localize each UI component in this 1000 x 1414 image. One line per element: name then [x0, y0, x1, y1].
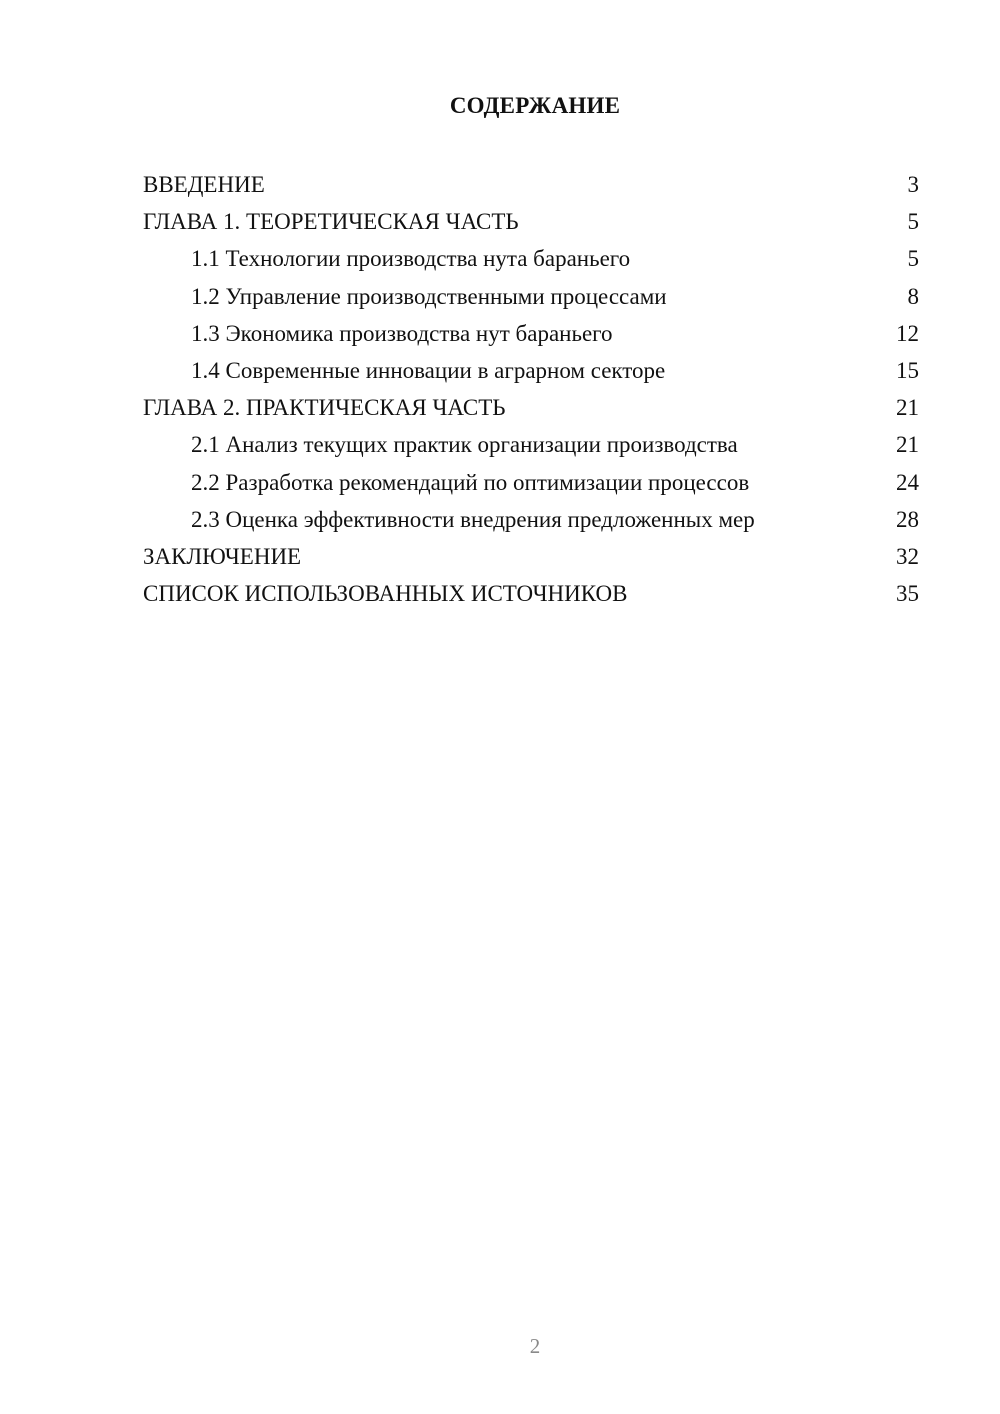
toc-entry-page: 8: [907, 283, 919, 309]
toc-entry-label: 1.4 Современные инновации в аграрном секторе: [191, 357, 666, 383]
toc-entry-page: 28: [896, 506, 919, 532]
toc-subentry[interactable]: [143, 501, 919, 538]
toc-entry[interactable]: [143, 575, 919, 612]
toc-entry-page: 5: [907, 209, 919, 235]
toc-entry-label: ЗАКЛЮЧЕНИЕ: [143, 543, 302, 569]
toc-entry-label: ВВЕДЕНИЕ: [143, 172, 265, 197]
toc-subentry[interactable]: [143, 278, 919, 315]
toc-entry[interactable]: [143, 538, 919, 575]
toc-subentry[interactable]: [143, 240, 919, 277]
toc-entry-page: 21: [896, 432, 919, 458]
toc-subentry[interactable]: [143, 464, 919, 501]
toc-entry-label: 1.3 Экономика производства нут бараньего: [191, 320, 613, 346]
page-number: 2: [529, 1334, 541, 1358]
toc-entry-label: 1.1 Технологии производства нута бараньего: [191, 246, 631, 272]
toc-subentry[interactable]: [143, 426, 919, 463]
toc-entry-page: 15: [896, 357, 919, 383]
toc-entry[interactable]: [143, 389, 919, 426]
toc-subentry[interactable]: [143, 315, 919, 352]
toc-title: СОДЕРЖАНИЕ: [449, 93, 621, 118]
toc-entry-label: 2.3 Оценка эффективности внедрения предложенных мер: [191, 506, 755, 532]
toc-entry-page: 35: [896, 581, 919, 607]
toc-entry[interactable]: [143, 203, 919, 240]
toc-entry-label: 2.2 Разработка рекомендаций по оптимизации процессов: [191, 469, 750, 495]
toc-entry-page: 21: [896, 395, 919, 421]
toc-entry-label: ГЛАВА 2. ПРАКТИЧЕСКАЯ ЧАСТЬ: [143, 395, 506, 421]
toc-entry-label: ГЛАВА 1. ТЕОРЕТИЧЕСКАЯ ЧАСТЬ: [143, 209, 519, 235]
toc-entry-page: 24: [896, 469, 919, 495]
toc-entry[interactable]: [143, 166, 919, 203]
toc-entry-page: 5: [907, 246, 919, 272]
toc-entry-page: 32: [896, 543, 919, 569]
toc-entry-label: 2.1 Анализ текущих практик организации производства: [191, 432, 738, 458]
toc-list: [143, 166, 919, 612]
toc-entry-label: 1.2 Управление производственными процессами: [191, 283, 667, 309]
toc-subentry[interactable]: [143, 352, 919, 389]
toc-entry-page: 3: [907, 172, 919, 197]
toc-entry-label: СПИСОК ИСПОЛЬЗОВАННЫХ ИСТОЧНИКОВ: [143, 581, 628, 607]
toc-entry-page: 12: [896, 320, 919, 346]
